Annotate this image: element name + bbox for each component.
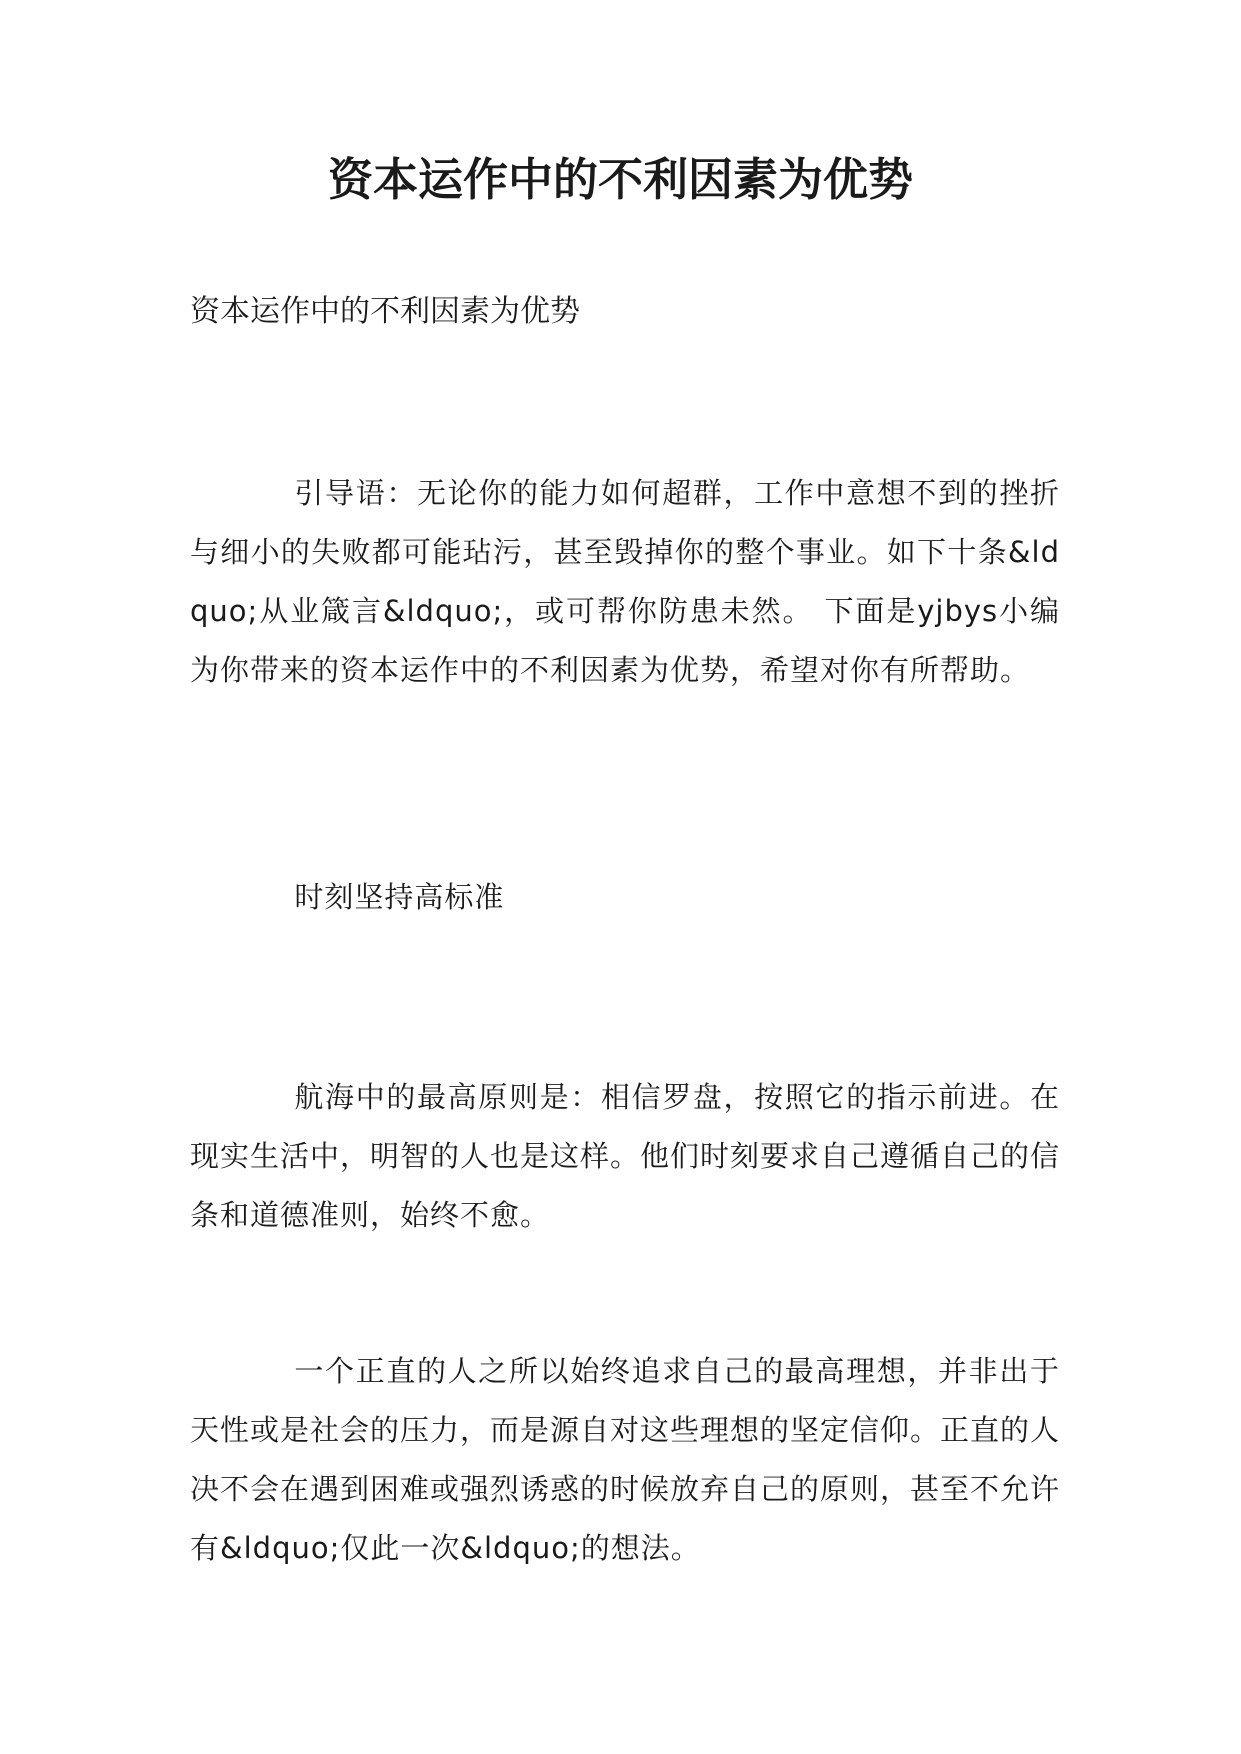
document-subtitle: 资本运作中的不利因素为优势: [190, 294, 580, 329]
intro-paragraph: 引导语：无论你的能力如何超群，工作中意想不到的挫折与细小的失败都可能玷污，甚至毁掉你的整个事业。如下十条&ldquo;从业箴言&ldquo;，或可帮你防患未然。 下面是yjbys小编为你带来的资本运作中的不利因素为优势，希望对你有所帮助。: [190, 476, 1060, 687]
section-heading: 时刻坚持高标准: [294, 880, 505, 914]
body-paragraph: 一个正直的人之所以始终追求自己的最高理想，并非出于天性或是社会的压力，而是源自对这些理想的坚定信仰。正直的人决不会在遇到困难或强烈诱惑的时候放弃自己的原则，甚至不允许有&ldquo;仅此一次&ldquo;的想法。: [190, 1354, 1061, 1565]
body-paragraph: 航海中的最高原则是：相信罗盘，按照它的指示前进。在现实生活中，明智的人也是这样。他们时刻要求自己遵循自己的信条和道德准则，始终不愈。: [190, 1080, 1061, 1232]
document-title: 资本运作中的不利因素为优势: [327, 153, 913, 206]
